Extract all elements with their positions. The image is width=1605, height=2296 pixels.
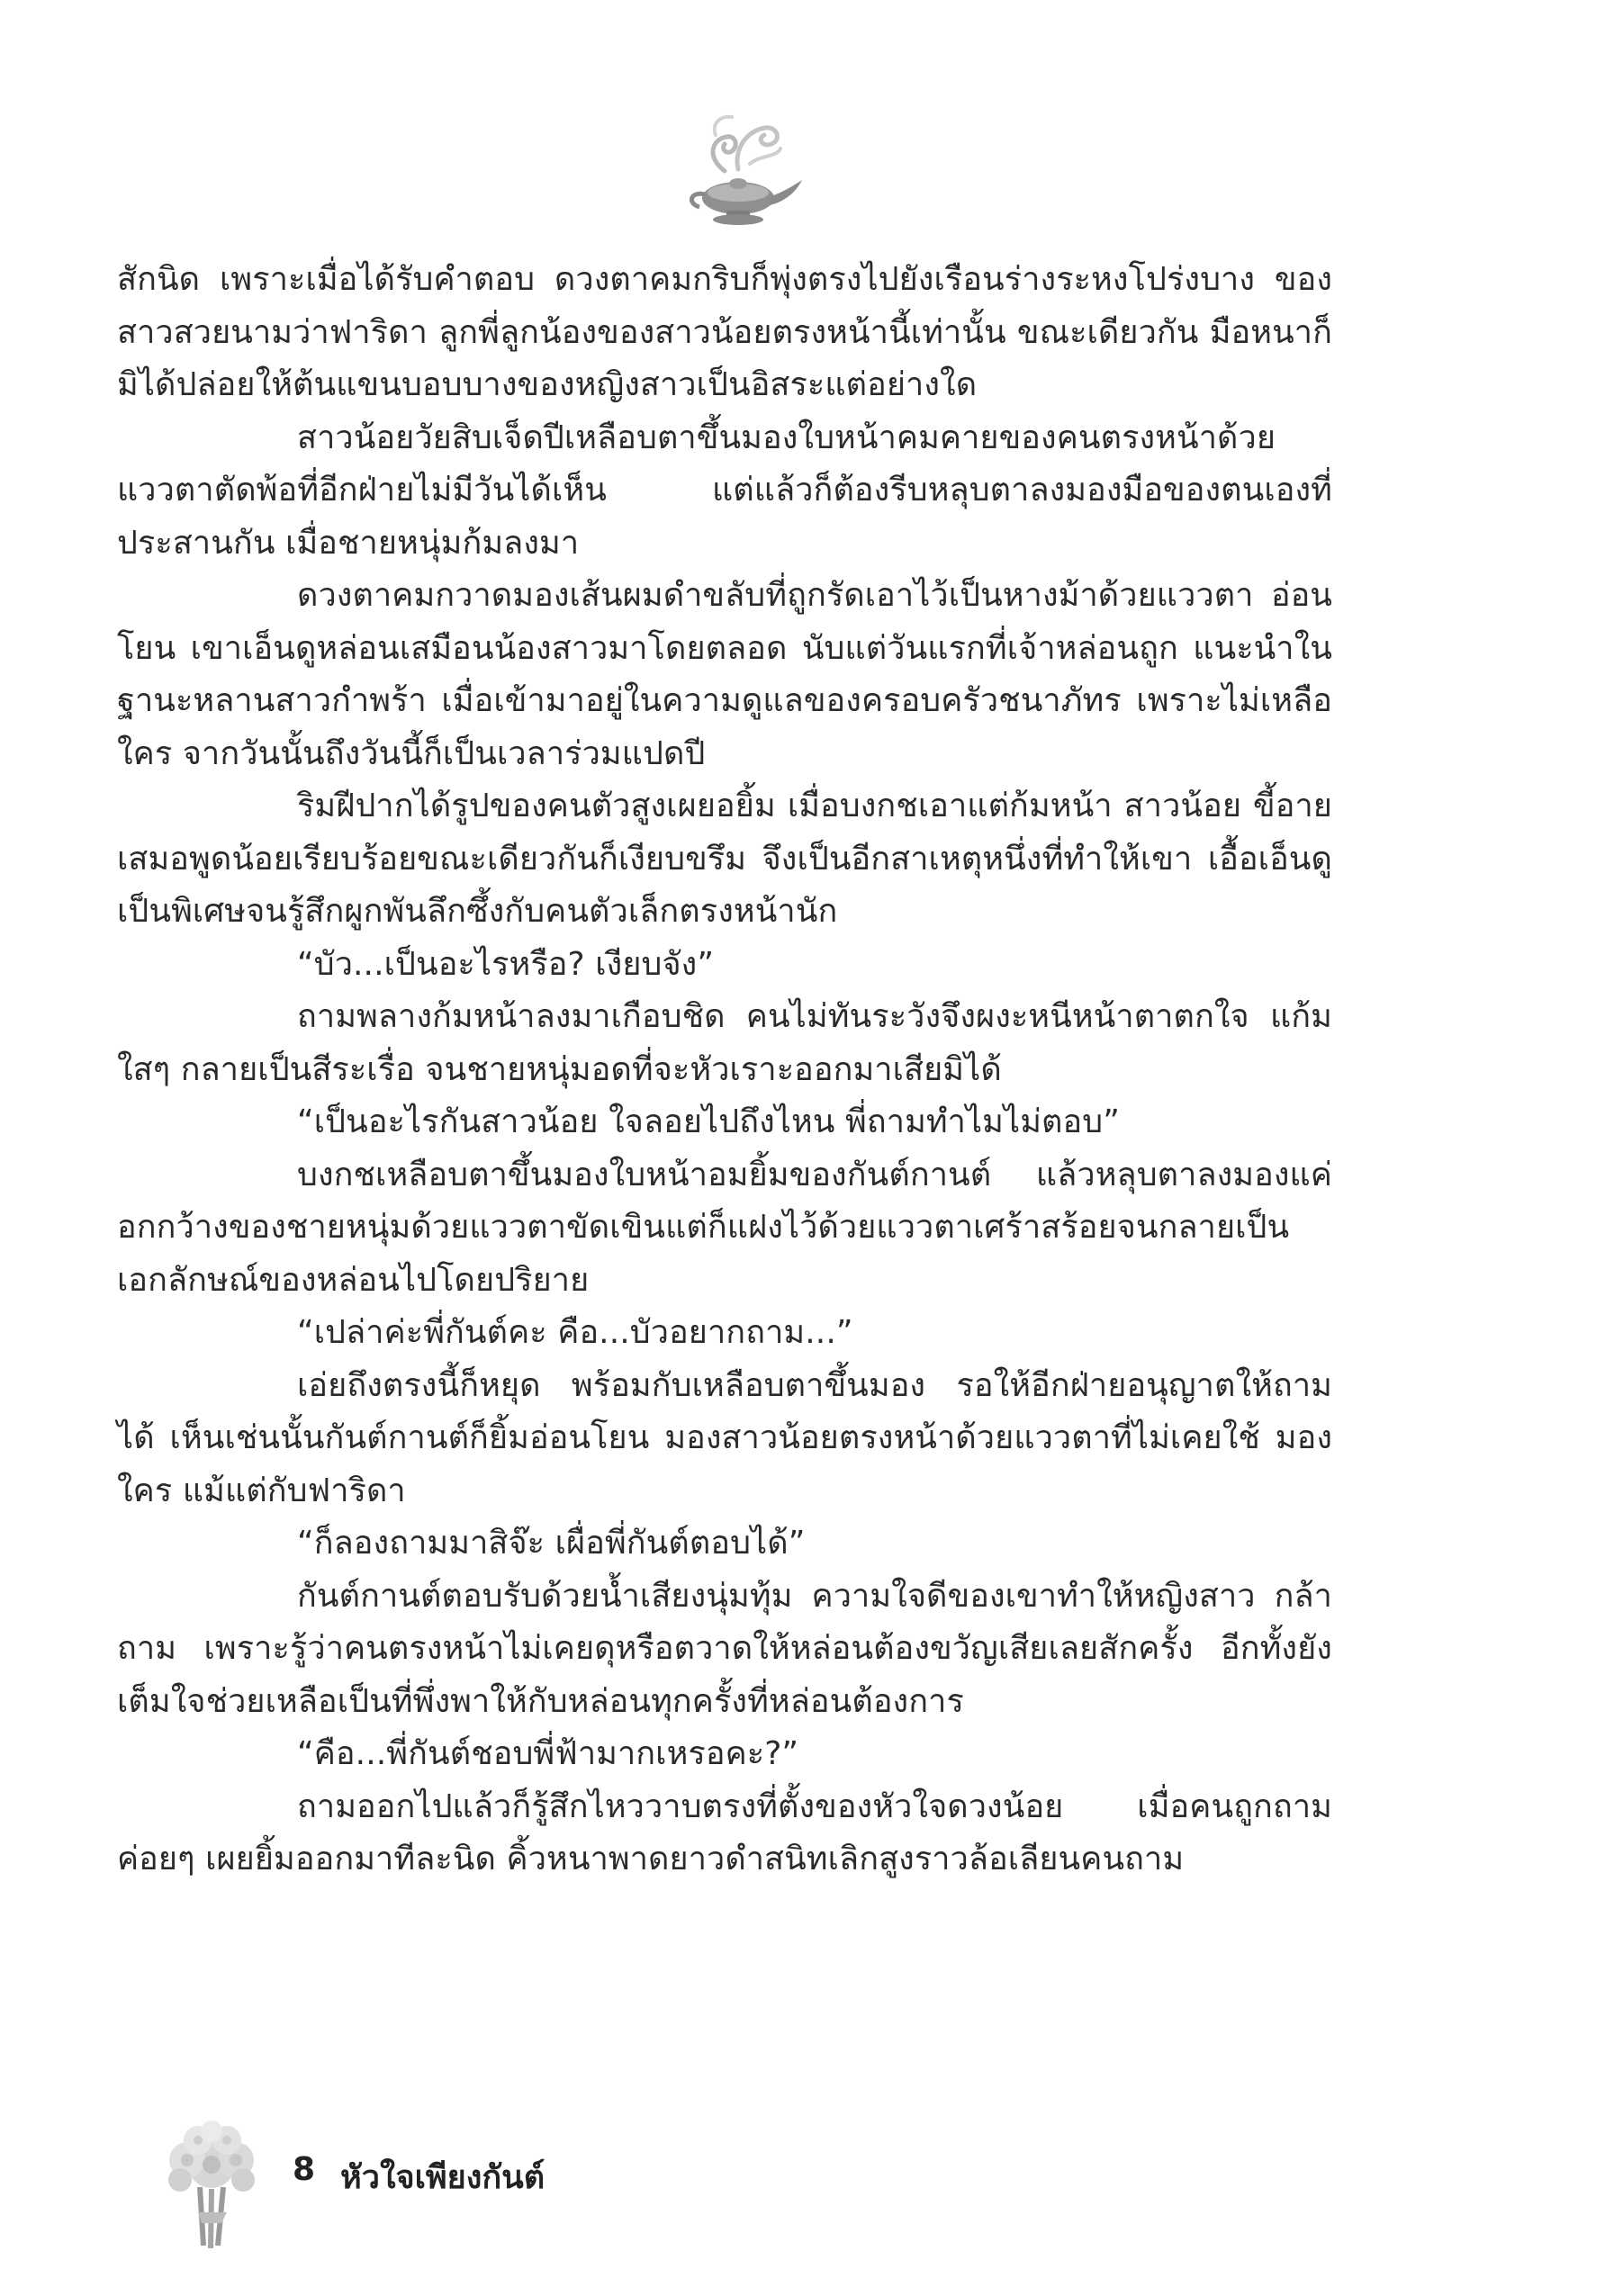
dialogue-line: “ก็ลองถามมาสิจ๊ะ เผื่อพี่กันต์ตอบได้” [297,1525,806,1562]
paragraph: กันต์กานต์ตอบรับด้วยน้ำเสียงนุ่มทุ้ม ความใจดีของเขาทำให้หญิงสาว กล้าถาม เพราะรู้ว่าคนตรงหน้าไม่เคยดุหรือตวาดให้หล่อนต้องขวัญเสียเลยสักครั้ง อีกทั้งยังเต็มใจช่วยเหลือเป็นที่พึ่งพาให้กับหล่อนทุกครั้งที่หล่อนต้องการ [117,1577,1332,1720]
paragraph: เอ่ยถึงตรงนี้ก็หยุด พร้อมกับเหลือบตาขึ้นมอง รอให้อีกฝ่ายอนุญาตให้ถาม ได้ เห็นเช่นนั้นกันต์กานต์ก็ยิ้มอ่อนโยน มองสาวน้อยตรงหน้าด้วยแววตาที่ไม่เคยใช้ มองใคร แม้แต่กับฟาริดา [117,1366,1332,1509]
dialogue-line: “เปล่าค่ะพี่กันต์คะ คือ...บัวอยากถาม...” [297,1314,853,1351]
page-number: 8 [293,2151,316,2188]
dialogue-line: “บัว...เป็นอะไรหรือ? เงียบจัง” [297,945,715,983]
dialogue-line: “คือ...พี่กันต์ชอบพี่ฟ้ามากเหรอคะ?” [297,1735,799,1772]
dialogue-line: “เป็นอะไรกันสาวน้อย ใจลอยไปถึงไหน พี่ถามทำไมไม่ตอบ” [297,1103,1120,1140]
lamp-ornament-icon [671,108,806,230]
flower-bouquet-icon [144,2115,279,2250]
paragraph: ดวงตาคมกวาดมองเส้นผมดำขลับที่ถูกรัดเอาไว้เป็นหางม้าด้วยแววตา อ่อนโยน เขาเอ็นดูหล่อนเสมือนน้องสาวมาโดยตลอด นับแต่วันแรกที่เจ้าหล่อนถูก แนะนำในฐานะหลานสาวกำพร้า เมื่อเข้ามาอยู่ในความดูแลของครอบครัวชนาภัทร เพราะไม่เหลือใคร จากวันนั้นถึงวันนี้ก็เป็นเวลาร่วมแปดปี [117,577,1332,772]
page-footer [117,2115,747,2259]
paragraph: ริมฝีปากได้รูปของคนตัวสูงเผยอยิ้ม เมื่อบงกชเอาแต่ก้มหน้า สาวน้อย ขี้อายเสมอพูดน้อยเรียบร้อยขณะเดียวกันก็เงียบขรึม จึงเป็นอีกสาเหตุหนึ่งที่ทำให้เขา เอื้อเอ็นดูเป็นพิเศษจนรู้สึกผูกพันลึกซึ้งกับคนตัวเล็กตรงหน้านัก [117,788,1332,930]
paragraph: สาวน้อยวัยสิบเจ็ดปีเหลือบตาขึ้นมองใบหน้าคมคายของคนตรงหน้าด้วย แววตาตัดพ้อที่อีกฝ่ายไม่มีวันได้เห็น แต่แล้วก็ต้องรีบหลุบตาลงมองมือของตนเองที่ ประสานกัน เมื่อชายหนุ่มก้มลงมา [117,419,1332,562]
paragraph: บงกชเหลือบตาขึ้นมองใบหน้าอมยิ้มของกันต์กานต์ แล้วหลุบตาลงมองแค่ อกกว้างของชายหนุ่มด้วยแววตาขัดเขินแต่ก็แฝงไว้ด้วยแววตาเศร้าสร้อยจนกลายเป็น เอกลักษณ์ของหล่อนไปโดยปริยาย [117,1156,1332,1299]
book-title: หัวใจเพียงกันต์ [340,2159,546,2196]
story-text [117,254,1332,1886]
paragraph: สักนิด เพราะเมื่อได้รับคำตอบ ดวงตาคมกริบก็พุ่งตรงไปยังเรือนร่างระหงโปร่งบาง ของสาวสวยนามว่าฟาริดา ลูกพี่ลูกน้องของสาวน้อยตรงหน้านี้เท่านั้น ขณะเดียวกัน มือหนาก็มิได้ปล่อยให้ต้นแขนบอบบางของหญิงสาวเป็นอิสระแต่อย่างใด [117,261,1332,403]
paragraph: ถามพลางก้มหน้าลงมาเกือบชิด คนไม่ทันระวังจึงผงะหนีหน้าตาตกใจ แก้มใสๆ กลายเป็นสีระเรื่อ จนชายหนุ่มอดที่จะหัวเราะออกมาเสียมิได้ [117,998,1332,1088]
paragraph: ถามออกไปแล้วก็รู้สึกไหววาบตรงที่ตั้งของหัวใจดวงน้อย เมื่อคนถูกถาม ค่อยๆ เผยยิ้มออกมาทีละนิด คิ้วหนาพาดยาวดำสนิทเลิกสูงราวล้อเลียนคนถาม [117,1787,1332,1877]
